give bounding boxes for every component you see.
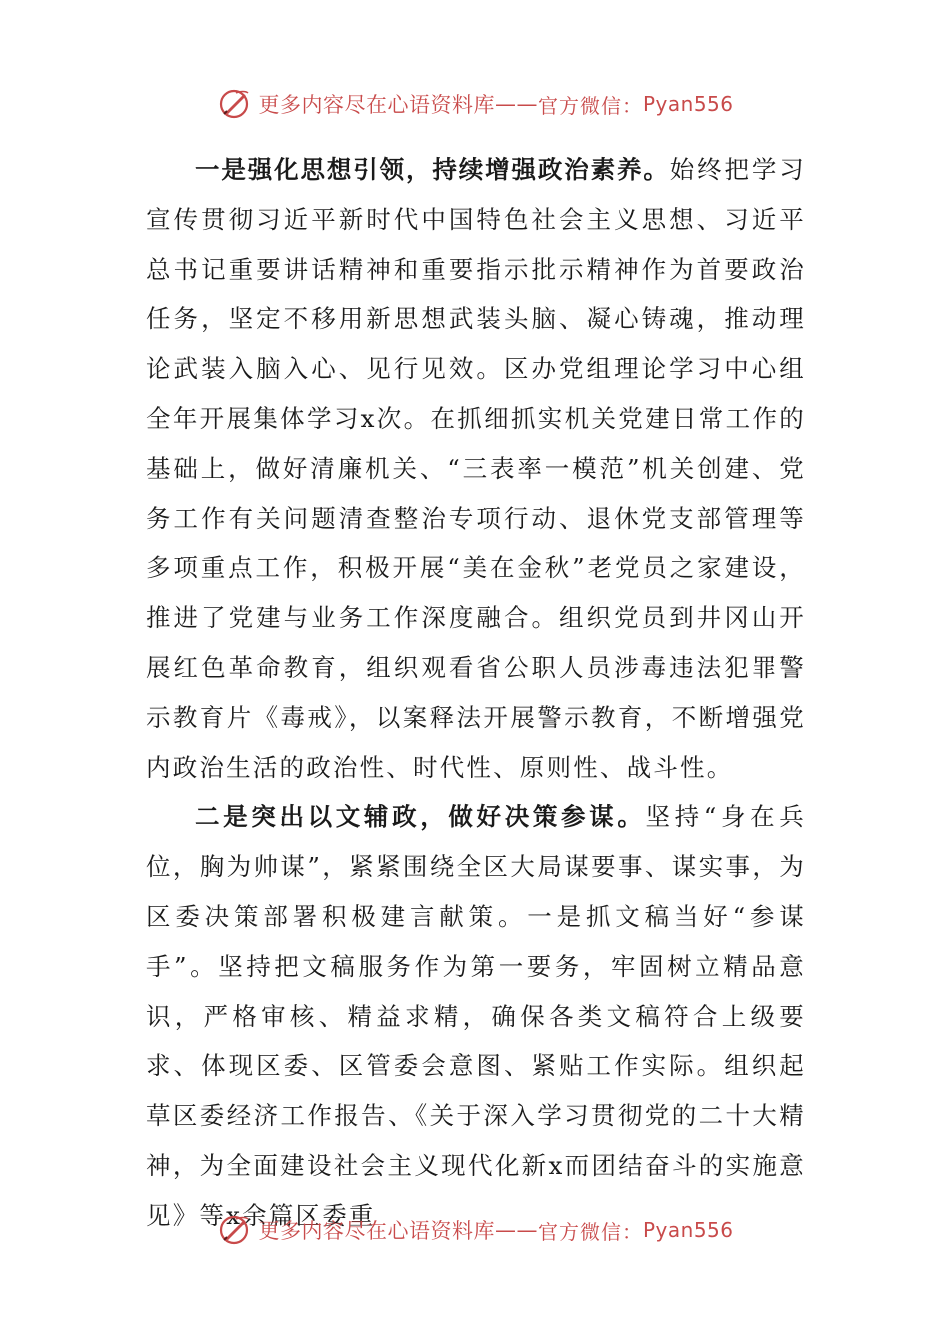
- paragraph-1-text: 始终把学习宣传贯彻习近平新时代中国特色社会主义思想、习近平总书记重要讲话精神和重要指示批示精神作为首要政治任务，坚定不移用新思想武装头脑、凝心铸魂，推动理论武装入脑入心、见行见效。区办党组理论学习中心组全年开展集体学习x次。在抓细抓实机关党建日常工作的基础上，做好清廉机关、“三表率一模范”机关创建、党务工作有关问题清查整治专项行动、退休党支部管理等多项重点工作，积极开展“美在金秋”老党员之家建设，推进了党建与业务工作深度融合。组织党员到井冈山开展红色革命教育，组织观看省公职人员涉毒违法犯罪警示教育片《毒戒》，以案释法开展警示教育，不断增强党内政治生活的政治性、时代性、原则性、战斗性。: [146, 155, 806, 782]
- paragraph-1: [146, 145, 806, 792]
- quill-logo-icon: [216, 1212, 252, 1248]
- watermark-contact-id: Pyan556: [642, 1218, 734, 1242]
- watermark-banner-bottom: [0, 1210, 950, 1250]
- paragraph-2-text: 坚持“身在兵位，胸为帅谋”，紧紧围绕全区大局谋要事、谋实事，为区委决策部署积极建言献策。一是抓文稿当好“参谋手”。坚持把文稿服务作为第一要务，牢固树立精品意识，严格审核、精益求精，确保各类文稿符合上级要求、体现区委、区管委会意图、紧贴工作实际。组织起草区委经济工作报告、《关于深入学习贯彻党的二十大精神，为全面建设社会主义现代化新x而团结奋斗的实施意见》等x余篇区委重: [146, 802, 806, 1230]
- watermark-contact-id: Pyan556: [642, 92, 734, 116]
- watermark-contact-label: 官方微信：: [537, 1219, 643, 1244]
- paragraph-2-heading: 二是突出以文辅政，做好决策参谋。: [195, 802, 646, 832]
- watermark-separator: ——: [494, 1218, 538, 1242]
- watermark-contact-label: 官方微信：: [537, 93, 643, 118]
- document-body: [146, 145, 806, 1241]
- watermark-brand-text: 更多内容尽在心语资料库: [258, 1219, 495, 1243]
- quill-logo-icon: [216, 86, 252, 122]
- paragraph-2: [146, 792, 806, 1240]
- watermark-separator: ——: [494, 92, 538, 116]
- watermark-brand-text: 更多内容尽在心语资料库: [258, 93, 495, 117]
- paragraph-1-heading: 一是强化思想引领，持续增强政治素养。: [195, 155, 670, 184]
- watermark-banner-top: [0, 84, 950, 124]
